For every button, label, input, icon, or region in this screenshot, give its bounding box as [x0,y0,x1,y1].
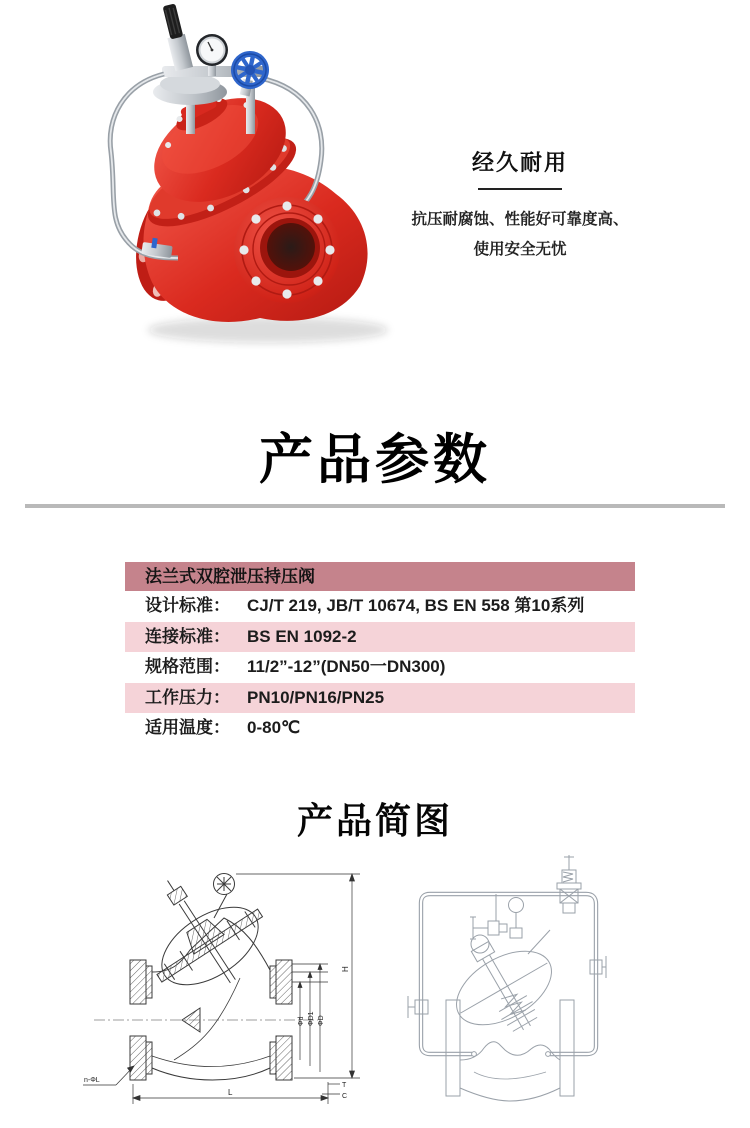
spec-row-size-range [125,652,635,683]
spec-table-header: 法兰式双腔泄压持压阀 [125,562,635,591]
spec-value: PN10/PN16/PN25 [247,687,385,707]
section-title-diagram: 产品简图 [296,800,453,841]
dim-label-T: T [342,1082,347,1089]
spec-value: 0-80℃ [247,718,301,737]
dim-label-C: C [342,1093,348,1100]
technical-drawing-cross-section [78,860,373,1115]
spec-value: CJ/T 219, JB/T 10674, BS EN 558 第10系列 [247,596,585,615]
spec-label: 适用温度： [145,718,230,737]
product-photo [90,0,425,350]
blue-handwheel [229,51,269,99]
spec-row-design-standard [125,591,635,622]
dim-label-phi-D1: ΦD1 [308,1011,315,1026]
section-title-params: 产品参数 [259,430,491,490]
front-flange [234,197,340,303]
feature-title: 经久耐用 [471,150,568,175]
feature-desc-line1: 抗压耐腐蚀、性能好可靠度高、 [411,211,629,228]
spec-label: 工作压力： [145,687,230,707]
spec-value: BS EN 1092-2 [247,626,357,646]
product-shadow [148,317,388,343]
spec-row-temperature [125,713,635,744]
dim-label-n-phi-L: n-ΦL [84,1077,100,1084]
section-divider [25,504,725,508]
feature-block [398,146,642,265]
spec-label: 规格范围： [145,657,230,676]
spec-row-working-pressure [125,683,635,714]
spec-value: 11/2”-12”(DN50一DN300) [247,657,446,676]
spec-table-rows [125,591,635,744]
technical-drawing-pilot-schematic [400,848,715,1126]
flange-bore [267,223,315,271]
dim-label-phi-D: ΦD [318,1015,325,1026]
spec-table [125,562,635,744]
spec-label: 设计标准： [145,596,230,615]
feature-description [398,205,642,265]
feature-desc-line2: 使用安全无忧 [473,241,567,258]
dim-label-H: H [341,966,350,972]
dim-label-L: L [228,1088,233,1097]
feature-underline [478,188,562,190]
dim-label-phi-d: Φd [298,1016,305,1026]
spec-row-connection-standard [125,622,635,653]
spec-label: 连接标准： [145,626,230,646]
